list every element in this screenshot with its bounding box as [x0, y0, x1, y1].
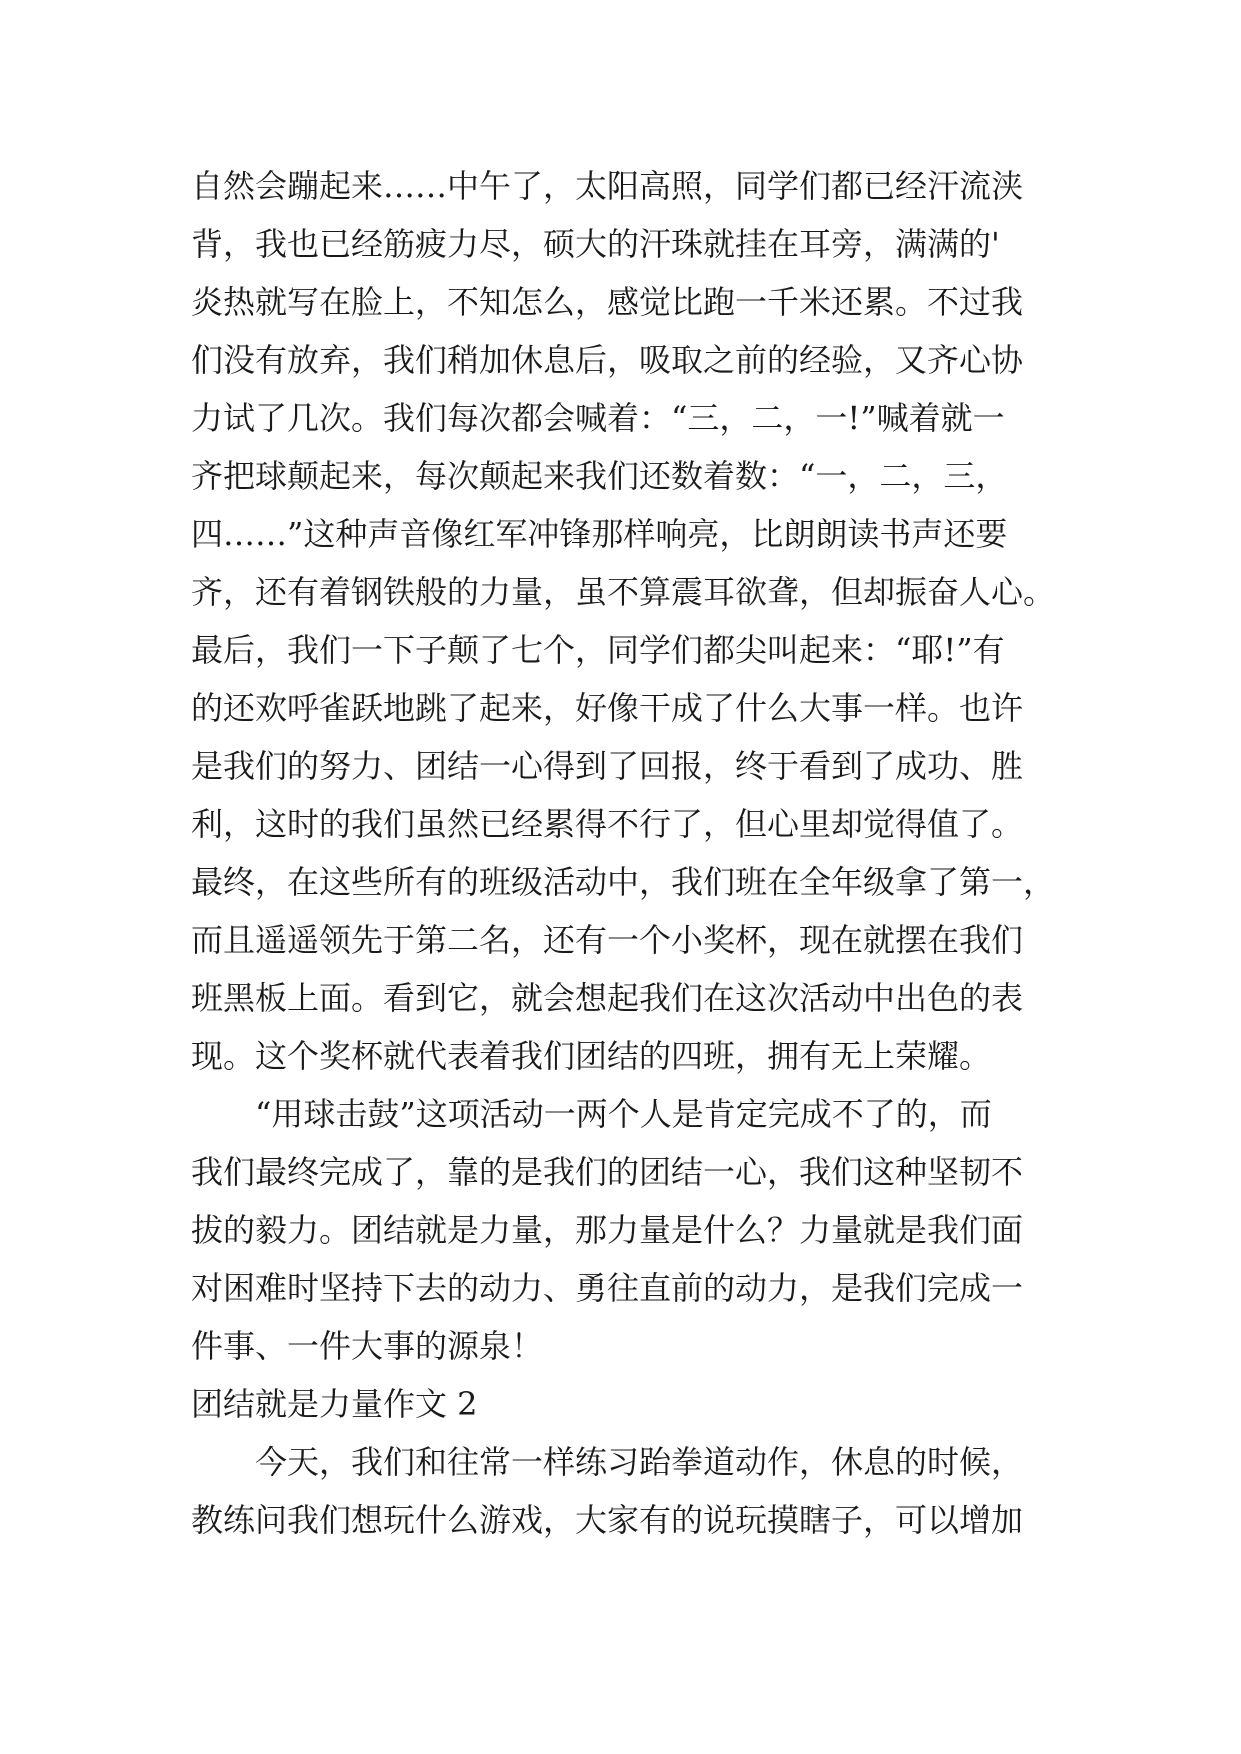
text-line: 四……”这种声音像红军冲锋那样响亮，比朗朗读书声还要 — [191, 515, 1008, 553]
text-line: 齐，还有着钢铁般的力量，虽不算震耳欲聋，但却振奋人心。 — [191, 573, 1056, 611]
text-line: 最终，在这些所有的班级活动中，我们班在全年级拿了第一， — [191, 863, 1056, 901]
text-line: 现。这个奖杯就代表着我们团结的四班，拥有无上荣耀。 — [191, 1037, 992, 1075]
text-line: 对困难时坚持下去的动力、勇往直前的动力，是我们完成一 — [191, 1269, 1024, 1307]
text-line: 是我们的努力、团结一心得到了回报，终于看到了成功、胜 — [191, 747, 1024, 785]
text-line: 利，这时的我们虽然已经累得不行了，但心里却觉得值了。 — [191, 805, 1024, 843]
text-line: 齐把球颠起来，每次颠起来我们还数着数：“一，二，三， — [191, 457, 1008, 495]
text-line: 背，我也已经筋疲力尽，硕大的汗珠就挂在耳旁，满满的' — [191, 225, 1000, 263]
text-line: 而且遥遥领先于第二名，还有一个小奖杯，现在就摆在我们 — [191, 921, 1024, 959]
text-line: 力试了几次。我们每次都会喊着：“三，二，一!”喊着就一 — [191, 399, 1005, 437]
text-line: 最后，我们一下子颠了七个，同学们都尖叫起来：“耶!”有 — [191, 631, 1005, 669]
text-line: 的还欢呼雀跃地跳了起来，好像干成了什么大事一样。也许 — [191, 689, 1024, 727]
text-line: 件事、一件大事的源泉！ — [191, 1327, 544, 1365]
text-line: 今天，我们和往常一样练习跆拳道动作，休息的时候， — [191, 1443, 1024, 1481]
text-line: 教练问我们想玩什么游戏，大家有的说玩摸瞎子，可以增加 — [191, 1501, 1024, 1539]
text-line: 班黑板上面。看到它，就会想起我们在这次活动中出色的表 — [191, 979, 1024, 1017]
text-line: 我们最终完成了，靠的是我们的团结一心，我们这种坚韧不 — [191, 1153, 1024, 1191]
text-line: 自然会蹦起来……中午了，太阳高照，同学们都已经汗流浃 — [191, 167, 1024, 205]
text-line: 拔的毅力。团结就是力量，那力量是什么？力量就是我们面 — [191, 1211, 1024, 1249]
text-line: 炎热就写在脸上，不知怎么，感觉比跑一千米还累。不过我 — [191, 283, 1024, 321]
text-line: 们没有放弃，我们稍加休息后，吸取之前的经验，又齐心协 — [191, 341, 1024, 379]
text-line: “用球击鼓”这项活动一两个人是肯定完成不了的，而 — [191, 1095, 992, 1133]
section-heading: 团结就是力量作文 2 — [191, 1385, 478, 1423]
